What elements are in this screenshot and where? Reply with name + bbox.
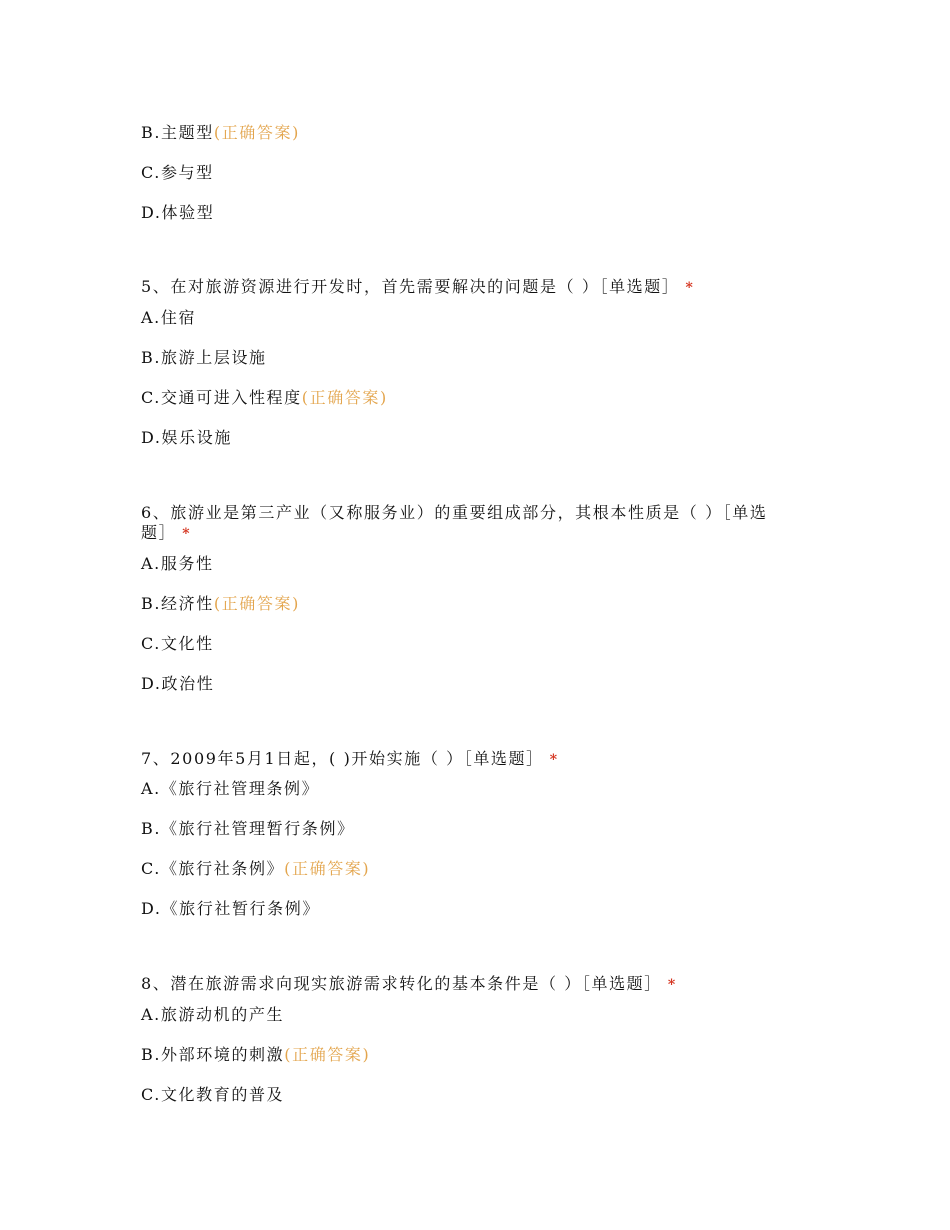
q6-option-c: C.文化性 <box>141 634 214 653</box>
q5-stem: 5、在对旅游资源进行开发时，首先需要解决的问题是（ ）［单选题］ * <box>141 277 695 296</box>
q7-option-d: D.《旅行社暂行条例》 <box>141 899 320 918</box>
required-mark: * <box>182 526 192 542</box>
q6-stem: 6、旅游业是第三产业（又称服务业）的重要组成部分，其根本性质是（ ）［单选 题］ * <box>141 503 768 542</box>
q8-stem: 8、潜在旅游需求向现实旅游需求转化的基本条件是（ ）［单选题］ * <box>141 974 677 993</box>
q7-option-b: B.《旅行社管理暂行条例》 <box>141 819 355 838</box>
required-mark: * <box>685 280 695 296</box>
q4-option-b: B.主题型(正确答案) <box>141 123 300 142</box>
q4-option-d: D.体验型 <box>141 203 215 222</box>
correct-answer-label: (正确答案) <box>284 1045 371 1064</box>
correct-answer-label: (正确答案) <box>284 859 371 878</box>
required-mark: * <box>549 752 559 768</box>
q5-option-b: B.旅游上层设施 <box>141 348 267 367</box>
q6-option-a: A.服务性 <box>141 554 214 573</box>
q5-option-d: D.娱乐设施 <box>141 428 232 447</box>
q6-option-d: D.政治性 <box>141 674 215 693</box>
correct-answer-label: (正确答案) <box>213 594 300 613</box>
correct-answer-label: (正确答案) <box>213 123 300 142</box>
q5-option-c: C.交通可进入性程度(正确答案) <box>141 388 388 407</box>
q8-option-a: A.旅游动机的产生 <box>141 1005 285 1024</box>
q6-option-b: B.经济性(正确答案) <box>141 594 300 613</box>
q8-option-b: B.外部环境的刺激(正确答案) <box>141 1045 371 1064</box>
q4-option-c: C.参与型 <box>141 163 214 182</box>
q7-stem: 7、2009年5月1日起，( )开始实施（ ）［单选题］ * <box>141 749 559 768</box>
q8-option-c: C.文化教育的普及 <box>141 1085 285 1104</box>
q7-option-c: C.《旅行社条例》(正确答案) <box>141 859 371 878</box>
q7-option-a: A.《旅行社管理条例》 <box>141 779 320 798</box>
q5-option-a: A.住宿 <box>141 308 197 327</box>
correct-answer-label: (正确答案) <box>301 388 388 407</box>
required-mark: * <box>667 977 677 993</box>
